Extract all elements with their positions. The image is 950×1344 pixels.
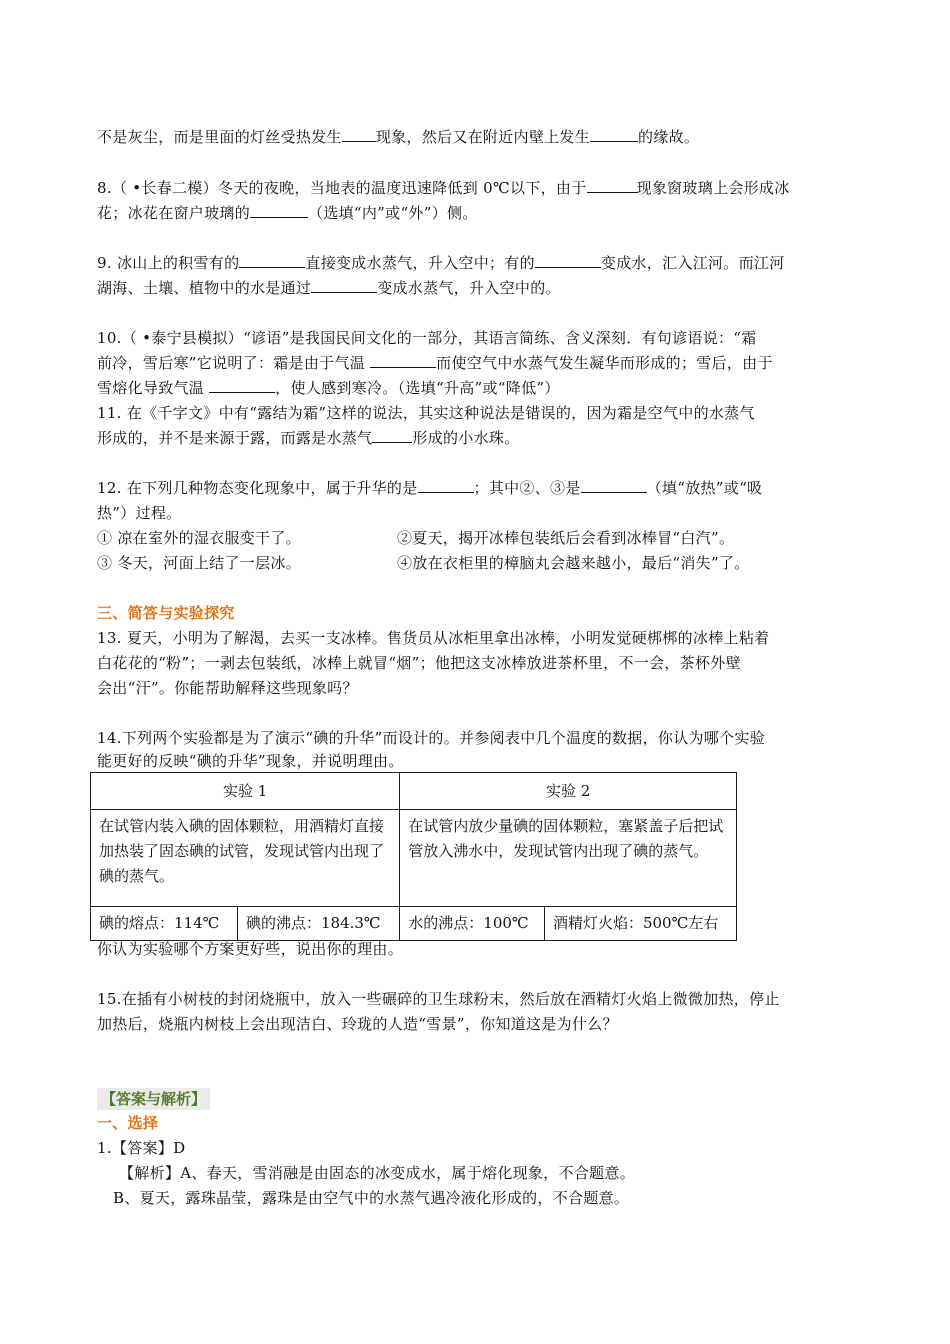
explanation-line-1: 【解析】A、春天，雪消融是由固态的冰变成水，属于熔化现象，不合题意。 [119, 1164, 636, 1182]
answer-blank[interactable] [250, 202, 308, 218]
answer-blank[interactable] [342, 126, 376, 142]
answer-blank[interactable] [590, 126, 638, 142]
table-header-exp1: 实验 1 [91, 773, 400, 810]
answer-blank[interactable] [311, 277, 377, 293]
q12-line1: 12. 在下列几种物态变化现象中，属于升华的是 ；其中②、③是 （填“放热”或“吸 [97, 479, 763, 497]
table-cell-exp1-desc: 在试管内装入碘的固体颗粒，用酒精灯直接加热装了固态碘的试管，发现试管内出现了碘的蒸气。 [91, 810, 400, 907]
answer-blank[interactable] [587, 177, 637, 193]
answer-blank[interactable] [372, 427, 412, 443]
q13-line3: 会出“汗”。你能帮助解释这些现象吗？ [97, 679, 358, 697]
q8-line2: 花；冰花在窗户玻璃的 （选填“内”或“外”）侧。 [97, 204, 478, 222]
answer-blank[interactable] [581, 477, 647, 493]
table-header-exp2: 实验 2 [400, 773, 737, 810]
answer-blank[interactable] [535, 252, 601, 268]
q12-line2: 热”）过程。 [97, 504, 182, 522]
section-title: 三、简答与实验探究 [97, 604, 235, 622]
q12-option-1: ① 凉在室外的湿衣服变干了。 [97, 529, 301, 547]
answer-blank[interactable] [209, 377, 275, 393]
q10-line2: 前冷，雪后寒”它说明了：霜是由于气温 而使空气中水蒸气发生凝华而形成的；雪后，由于 [97, 354, 773, 372]
q9-line2: 湖海、土壤、植物中的水是通过 变成水蒸气，升入空中的。 [97, 279, 561, 297]
q13-line2: 白花花的“粉”；一剥去包装纸，冰棒上就冒“烟”；他把这支冰棒放进茶杯里，不一会，茶杯外壁 [97, 654, 741, 672]
q8-line1: 8.（ •长春二模）冬天的夜晚，当地表的温度迅速降低到 0℃以下，由于 现象窗玻璃上会形成冰 [97, 179, 790, 197]
q14-line2: 能更好的反映“碘的升华”现象，并说明理由。 [97, 752, 404, 770]
table-cell-value: 酒精灯火焰：500℃左右 [544, 907, 736, 941]
table-cell-value: 碘的沸点：184.3℃ [237, 907, 399, 941]
answer-blank[interactable] [239, 252, 305, 268]
q10-line3: 雪熔化导致气温 ，使人感到寒冷。（选填“升高”或“降低”） [97, 379, 560, 397]
answers-section-title: 一、选择 [97, 1114, 159, 1132]
q9-line1: 9. 冰山上的积雪有的 直接变成水蒸气，升入空中；有的 变成水，汇入江河。而江河 [97, 254, 785, 272]
table-cell-exp2-desc: 在试管内放少量碘的固体颗粒，塞紧盖子后把试管放入沸水中，发现试管内出现了碘的蒸气。 [400, 810, 737, 907]
answers-heading: 【答案与解析】 [97, 1088, 210, 1110]
q12-option-3: ③ 冬天，河面上结了一层冰。 [97, 554, 301, 572]
table-cell-value: 碘的熔点：114℃ [91, 907, 238, 941]
q10-line1: 10.（ •泰宁县模拟）“谚语”是我国民间文化的一部分，其语言简练、含义深刻．有句谚语说：“霜 [97, 329, 757, 347]
q12-option-2: ②夏天，揭开冰棒包装纸后会看到冰棒冒“白汽”。 [397, 529, 735, 547]
experiment-table [90, 772, 737, 941]
q7-continuation: 不是灰尘，而是里面的灯丝受热发生 现象，然后又在附近内壁上发生 的缘故。 [97, 128, 700, 146]
q14-after: 你认为实验哪个方案更好些，说出你的理由。 [97, 940, 404, 958]
answer-1: 1.【答案】D [97, 1139, 186, 1157]
q11-line2: 形成的，并不是来源于露，而露是水蒸气 形成的小水珠。 [97, 429, 520, 447]
q14-line1: 14.下列两个实验都是为了演示“碘的升华”而设计的。并参阅表中几个温度的数据，你认为哪个实验 [97, 729, 765, 747]
explanation-line-2: B、夏天，露珠晶莹，露珠是由空气中的水蒸气遇冷液化形成的，不合题意。 [113, 1189, 630, 1207]
q12-option-4: ④放在衣柜里的樟脑丸会越来越小，最后“消失”了。 [397, 554, 750, 572]
q11-line1: 11. 在《千字文》中有“露结为霜”这样的说法，其实这种说法是错误的，因为霜是空气中的水蒸气 [97, 404, 755, 422]
answer-blank[interactable] [370, 352, 436, 368]
q13-line1: 13. 夏天，小明为了解渴，去买一支冰棒。售货员从冰柜里拿出冰棒，小明发觉硬梆梆的冰棒上粘着 [97, 629, 770, 647]
q15-line2: 加热后，烧瓶内树枝上会出现洁白、玲珑的人造“雪景”，你知道这是为什么？ [97, 1015, 618, 1033]
answer-blank[interactable] [418, 477, 474, 493]
q15-line1: 15.在插有小树枝的封闭烧瓶中，放入一些碾碎的卫生球粉末，然后放在酒精灯火焰上微微加热，停止 [97, 990, 780, 1008]
table-cell-value: 水的沸点：100℃ [400, 907, 545, 941]
